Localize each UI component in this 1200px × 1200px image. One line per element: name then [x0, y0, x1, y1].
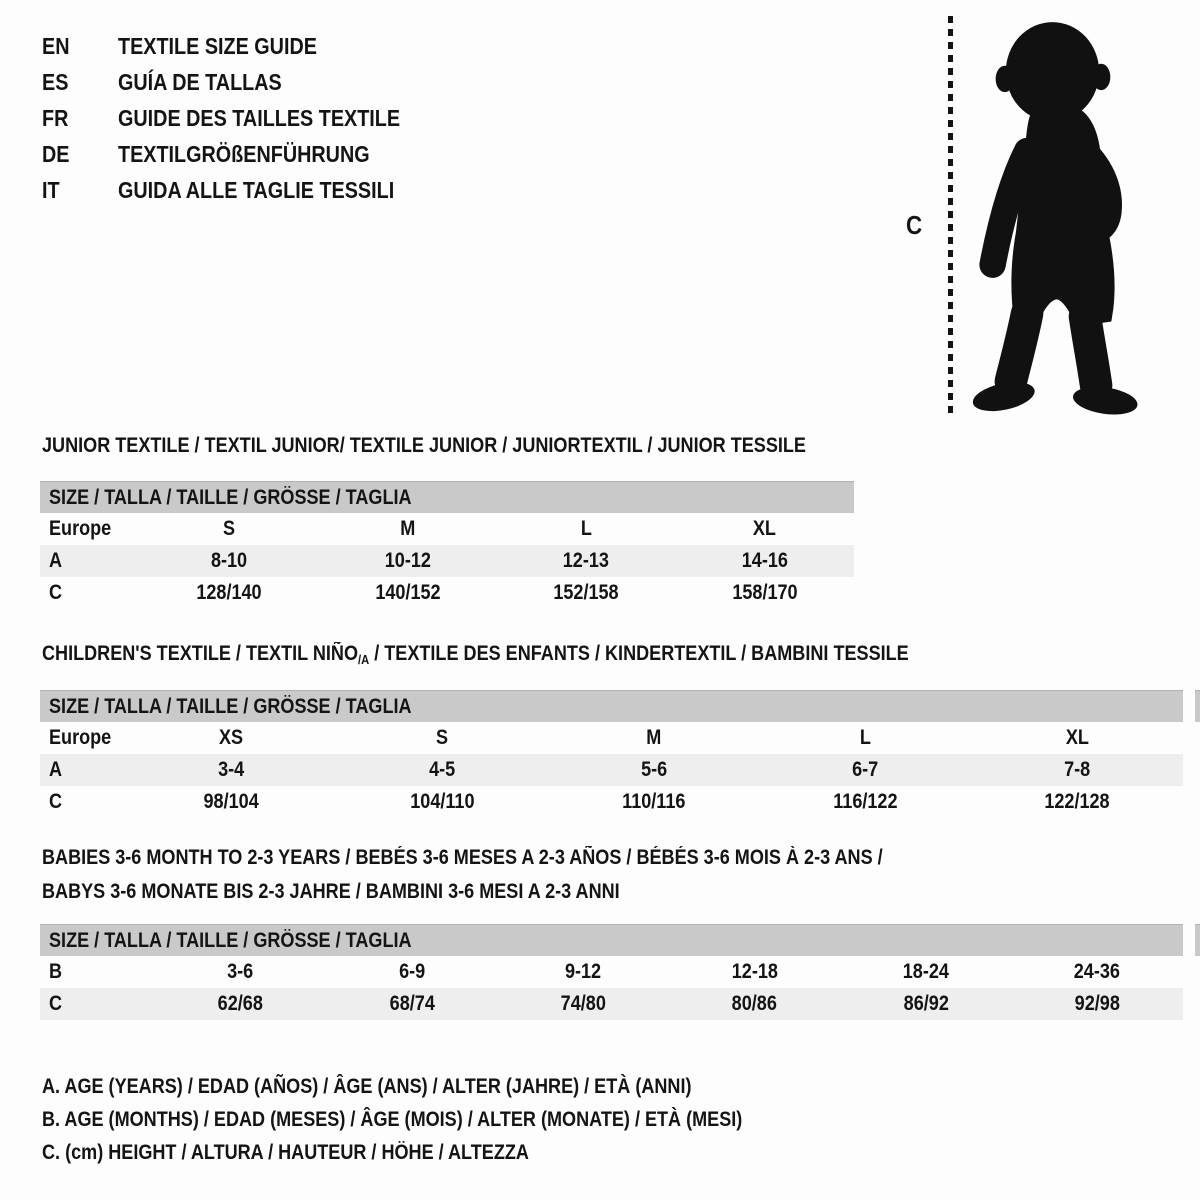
language-code: IT [42, 176, 60, 203]
height-value: 80/86 [732, 992, 778, 1015]
height-value: 152/158 [553, 581, 619, 604]
nino-a-subscript: /A [358, 652, 370, 667]
row-label-cell [40, 549, 140, 573]
value-cell [497, 581, 676, 605]
guide-title: GUIDA ALLE TAGLIE TESSILI [118, 176, 395, 203]
size-value: L [580, 517, 592, 540]
age-value: 6-7 [852, 758, 879, 781]
junior-section-title: JUNIOR TEXTILE / TEXTIL JUNIOR/ TEXTILE JUNIOR / JUNIORTEXTIL / JUNIOR TESSILE [42, 434, 806, 457]
age-value: 12-13 [563, 549, 610, 572]
height-value: 128/140 [196, 581, 262, 604]
table-row [40, 754, 1183, 786]
table-row [40, 577, 854, 609]
size-value: L [860, 726, 872, 749]
row-label: C [49, 790, 63, 813]
age-months-value: 12-18 [731, 960, 778, 983]
size-value: XL [753, 517, 777, 540]
guide-title: TEXTILGRÖßENFÜHRUNG [118, 140, 370, 167]
table-row [40, 956, 1183, 988]
age-value: 14-16 [741, 549, 788, 572]
row-label: A [49, 758, 63, 781]
row-label: C [49, 581, 63, 604]
size-value: M [400, 517, 416, 540]
row-label-cell [40, 960, 155, 984]
value-cell [840, 960, 1011, 984]
age-months-value: 3-6 [227, 960, 254, 983]
value-cell [337, 758, 549, 782]
babies-section-title-line2: BABYS 3-6 MONATE BIS 2-3 JAHRE / BAMBINI 3-6 MESI A 2-3 ANNI [42, 880, 620, 903]
size-header-bar [40, 690, 1183, 722]
height-value: 98/104 [203, 790, 259, 813]
value-cell [548, 790, 760, 814]
value-cell [319, 517, 498, 541]
children-size-table [40, 690, 1183, 818]
height-value: 92/98 [1074, 992, 1120, 1015]
babies-size-table [40, 924, 1183, 1020]
value-cell [971, 758, 1183, 782]
size-value: S [223, 517, 236, 540]
age-months-value: 9-12 [565, 960, 602, 983]
value-cell [140, 517, 319, 541]
toddler-silhouette-image [962, 14, 1147, 420]
value-cell [140, 549, 319, 573]
list-item [42, 28, 446, 64]
height-value: 86/92 [903, 992, 949, 1015]
language-title-list [42, 28, 446, 208]
table-row [40, 722, 1183, 754]
language-code: EN [42, 32, 70, 59]
value-cell [125, 790, 337, 814]
value-cell [337, 726, 549, 750]
guide-title: GUIDE DES TAILLES TEXTILE [118, 104, 401, 131]
height-value: 122/128 [1044, 790, 1110, 813]
age-months-value: 18-24 [902, 960, 950, 983]
height-measure-dashed-line [948, 16, 953, 418]
language-code: FR [42, 104, 69, 131]
height-value: 74/80 [560, 992, 606, 1015]
header-bar-edge-fragment [1195, 690, 1200, 722]
value-cell [676, 549, 855, 573]
value-cell [497, 517, 676, 541]
value-cell [498, 960, 669, 984]
value-cell [326, 960, 497, 984]
height-marker-label: C [906, 210, 923, 240]
language-code: DE [42, 140, 70, 167]
legend-line-b: B. AGE (MONTHS) / EDAD (MESES) / ÂGE (MOIS) / ALTER (MONATE) / ETÀ (MESI) [42, 1108, 743, 1131]
value-cell [497, 549, 676, 573]
size-value: M [646, 726, 662, 749]
row-label: C [49, 992, 63, 1015]
value-cell [971, 726, 1183, 750]
legend-line-a: A. AGE (YEARS) / EDAD (AÑOS) / ÂGE (ANS) / ALTER (JAHRE) / ETÀ (ANNI) [42, 1075, 692, 1098]
size-header-bar [40, 481, 854, 513]
size-value: XS [218, 726, 243, 749]
value-cell [840, 992, 1011, 1016]
height-value: 158/170 [732, 581, 798, 604]
height-value: 62/68 [218, 992, 264, 1015]
table-row [40, 545, 854, 577]
value-cell [155, 960, 326, 984]
age-value: 5-6 [640, 758, 668, 781]
value-cell [319, 549, 498, 573]
row-label: Europe [49, 726, 112, 749]
value-cell [760, 790, 972, 814]
value-cell [1012, 960, 1183, 984]
age-value: 10-12 [384, 549, 431, 572]
age-value: 7-8 [1064, 758, 1091, 781]
row-label-cell [40, 758, 125, 782]
size-header-label: SIZE / TALLA / TAILLE / GRÖSSE / TAGLIA [49, 695, 412, 718]
height-value: 116/122 [833, 790, 898, 813]
junior-size-table [40, 481, 854, 609]
table-row [40, 513, 854, 545]
value-cell [971, 790, 1183, 814]
table-row [40, 786, 1183, 818]
size-value: S [436, 726, 449, 749]
size-header-label: SIZE / TALLA / TAILLE / GRÖSSE / TAGLIA [49, 929, 412, 952]
row-label-cell [40, 992, 155, 1016]
value-cell [676, 517, 855, 541]
value-cell [319, 581, 498, 605]
height-value: 110/116 [622, 790, 686, 813]
size-header-label: SIZE / TALLA / TAILLE / GRÖSSE / TAGLIA [49, 486, 412, 509]
value-cell [125, 726, 337, 750]
babies-section-title-line1: BABIES 3-6 MONTH TO 2-3 YEARS / BEBÉS 3-6 MESES A 2-3 AÑOS / BÉBÉS 3-6 MOIS À 2-3 ANS / [42, 846, 883, 869]
row-label-cell [40, 726, 125, 750]
age-months-value: 24-36 [1074, 960, 1121, 983]
value-cell [669, 992, 840, 1016]
value-cell [125, 758, 337, 782]
row-label: B [49, 960, 63, 983]
table-row [40, 988, 1183, 1020]
row-label-cell [40, 517, 140, 541]
height-value: 140/152 [375, 581, 441, 604]
value-cell [1012, 992, 1183, 1016]
value-cell [337, 790, 549, 814]
row-label: Europe [49, 517, 112, 540]
list-item [42, 172, 446, 208]
value-cell [498, 992, 669, 1016]
row-label-cell [40, 790, 125, 814]
height-value: 104/110 [410, 790, 475, 813]
age-months-value: 6-9 [398, 960, 426, 983]
legend-line-c: C. (cm) HEIGHT / ALTURA / HAUTEUR / HÖHE / ALTEZZA [42, 1141, 529, 1164]
age-value: 4-5 [429, 758, 456, 781]
row-label-cell [40, 581, 140, 605]
value-cell [140, 581, 319, 605]
value-cell [548, 758, 760, 782]
value-cell [676, 581, 855, 605]
value-cell [669, 960, 840, 984]
guide-title: TEXTILE SIZE GUIDE [118, 32, 317, 59]
age-value: 8-10 [211, 549, 248, 572]
language-code: ES [42, 68, 69, 95]
measurement-legend [42, 1070, 856, 1169]
guide-title: GUÍA DE TALLAS [118, 68, 282, 95]
row-label: A [49, 549, 63, 572]
value-cell [760, 726, 972, 750]
size-header-bar [40, 924, 1183, 956]
value-cell [155, 992, 326, 1016]
value-cell [548, 726, 760, 750]
age-value: 3-4 [217, 758, 244, 781]
value-cell [326, 992, 497, 1016]
height-value: 68/74 [389, 992, 435, 1015]
list-item [42, 136, 446, 172]
value-cell [760, 758, 972, 782]
size-value: XL [1065, 726, 1089, 749]
list-item [42, 100, 446, 136]
list-item [42, 64, 446, 100]
header-bar-edge-fragment [1195, 924, 1200, 956]
children-section-title: CHILDREN'S TEXTILE / TEXTIL NIÑO/A / TEXTILE DES ENFANTS / KINDERTEXTIL / BAMBINI TESSILE [42, 642, 909, 667]
